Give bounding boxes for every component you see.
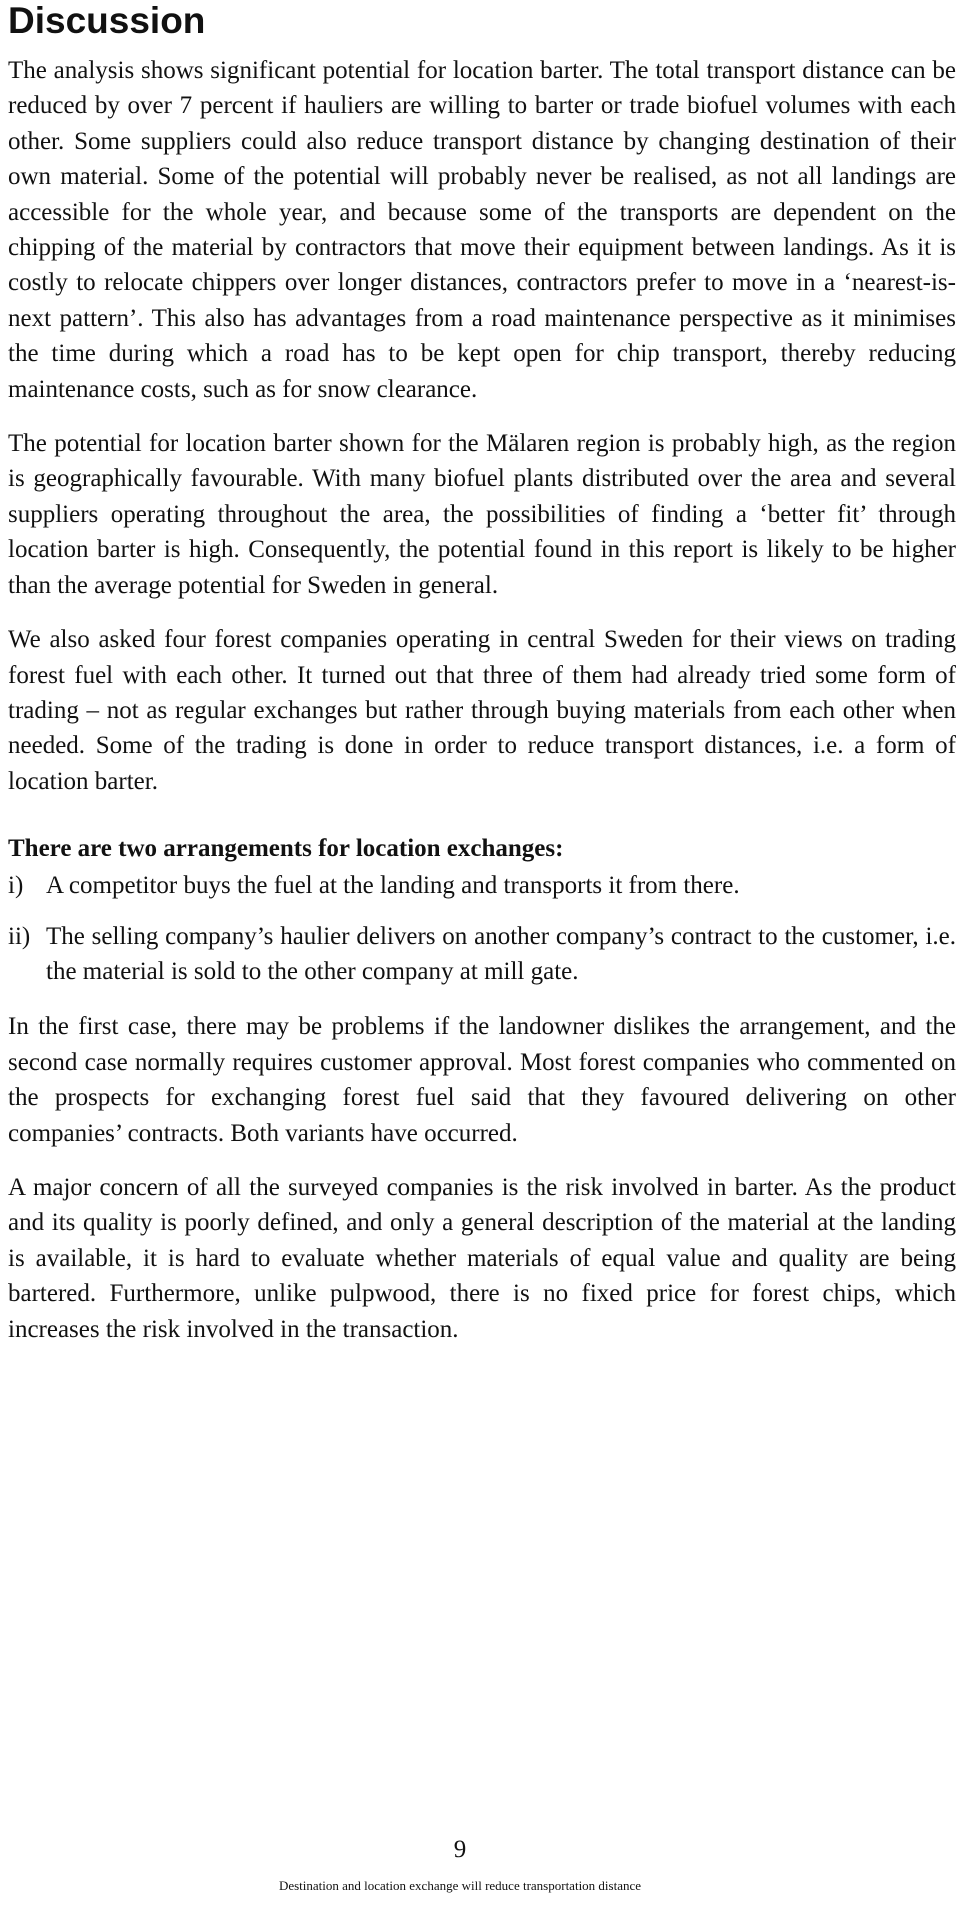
paragraph-forest-companies: We also asked four forest companies operating in central Sweden for their views on trading forest fuel with each other. It turned out that three of them had already tried some form of trading – not as regular exchanges but rather through buying materials from each other when needed. Some of the trading is done in order to reduce transport distances, i.e. a form of location barter. xyxy=(8,626,956,795)
list-item-text: A competitor buys the fuel at the landing and transports it from there. xyxy=(46,872,740,900)
list-item xyxy=(8,868,956,903)
list-item-text: The selling company’s haulier delivers on another company’s contract to the customer, i.e. the material is sold to the other company at mill gate. xyxy=(46,922,956,985)
list-item xyxy=(8,919,956,990)
document-page xyxy=(8,0,956,1347)
running-footer: Destination and location exchange will reduce transportation distance xyxy=(278,1878,642,1893)
section-heading: Discussion xyxy=(8,0,206,41)
paragraph-risk-concern: A major concern of all the surveyed companies is the risk involved in barter. As the product and its quality is poorly defined, and only a general description of the material at the landing is available, it is hard to evaluate whether materials of equal value and quality are being bartered. Furthermore, unlike pulpwood, there is no fixed price for forest chips, which increases the risk involved in the transaction. xyxy=(8,1173,956,1343)
list-marker: i) xyxy=(8,872,24,900)
arrangements-heading: There are two arrangements for location exchanges: xyxy=(8,835,564,863)
list-marker: ii) xyxy=(8,922,31,950)
paragraph-first-case: In the first case, there may be problems if the landowner dislikes the arrangement, and the second case normally requires customer approval. Most forest companies who commented on the prospects for exchanging forest fuel said that they favoured delivering on other companies’ contracts. Both variants have occurred. xyxy=(8,1013,956,1147)
paragraph-malaren-potential: The potential for location barter shown for the Mälaren region is probably high, as the region is geographically favourable. With many biofuel plants distributed over the area and several suppliers operating throughout the area, the possibilities of finding a ‘better fit’ through location barter is high. Consequently, the potential found in this report is likely to be higher than the average potential for Sweden in general. xyxy=(8,430,956,599)
arrangements-list xyxy=(8,868,956,989)
page-number: 9 xyxy=(453,1836,467,1863)
paragraph-analysis: The analysis shows significant potential for location barter. The total transport distance can be reduced by over 7 percent if hauliers are willing to barter or trade biofuel volumes with each other. Some suppliers could also reduce transport distance by changing destination of their own material. Some of the potential will probably never be realised, as not all landings are accessible for the whole year, and because some of the transports are dependent on the chipping of the material by contractors that move their equipment between landings. As it is costly to relocate chippers over longer distances, contractors prefer to move in a ‘nearest-is-next pattern’. This also has advantages from a road maintenance perspective as it minimises the time during which a road has to be kept open for chip transport, thereby reducing maintenance costs, such as for snow clearance. xyxy=(8,57,956,403)
